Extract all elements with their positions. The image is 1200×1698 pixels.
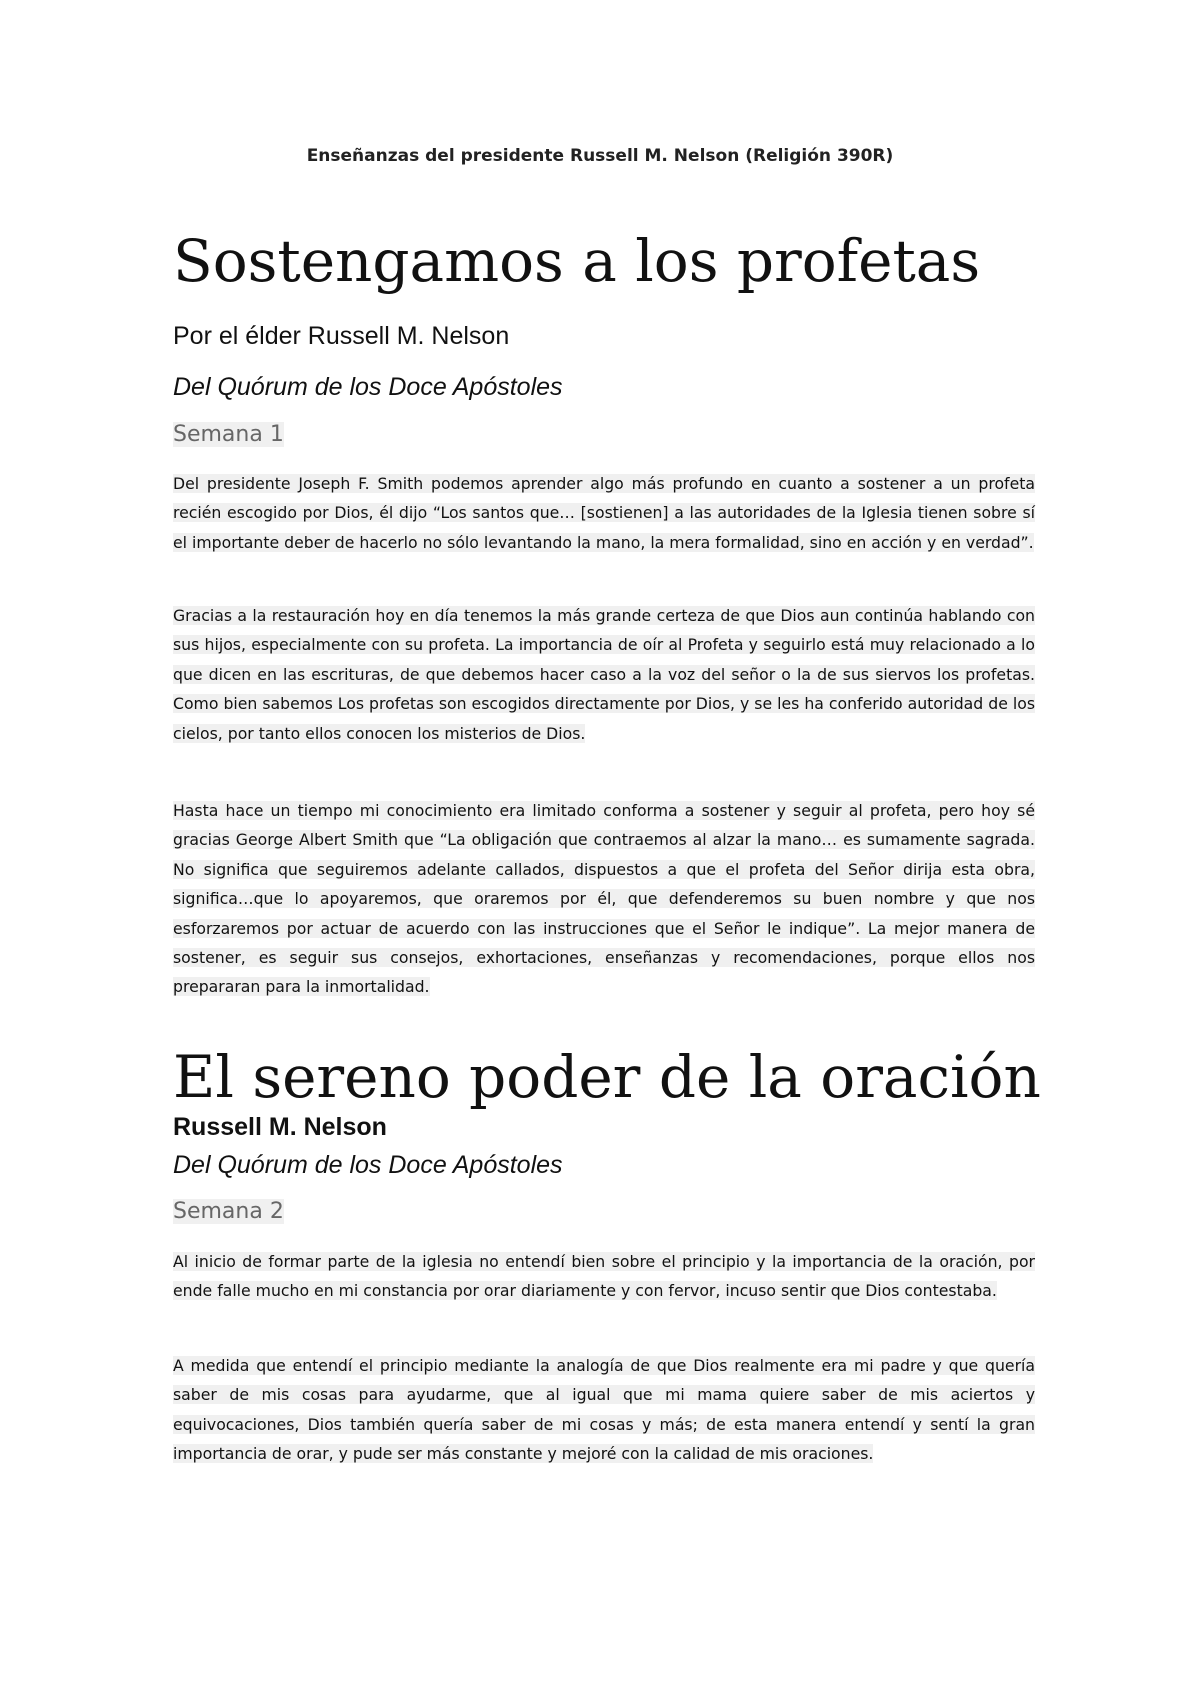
section2-byline: Russell M. Nelson [173,1113,387,1141]
section2-paragraph-1-block [173,1247,1035,1306]
section2-title-block [173,1043,1041,1111]
section1-paragraph-1 [173,469,1035,557]
section1-paragraph-1-block [173,469,1035,557]
section1-org: Del Quórum de los Doce Apóstoles [173,373,563,401]
section1-byline: Por el élder Russell M. Nelson [173,322,510,350]
section1-week [173,422,1035,447]
section2-week [173,1199,1035,1224]
section1-byline-block [173,322,1035,351]
section2-week-block [173,1199,1035,1224]
section2-paragraph-1 [173,1247,1035,1306]
section2-org: Del Quórum de los Doce Apóstoles [173,1151,563,1179]
section1-paragraph-3 [173,796,1035,1002]
section2-paragraph-2 [173,1351,1035,1469]
section1-paragraph-1-text: Del presidente Joseph F. Smith podemos aprender algo más profundo en cuanto a sostener a un profeta recién escogido por Dios, él dijo “Los santos que… [sostienen] a las autoridades de la Iglesia tienen sobre sí el importante deber de hacerlo no sólo levantando la mano, la mera formalidad, sino en acción y en verdad”. [173,474,1035,552]
section2-title: El sereno poder de la oración [173,1043,1041,1111]
document-header: Enseñanzas del presidente Russell M. Nelson (Religión 390R) [306,146,894,166]
section1-paragraph-2-block [173,601,1035,748]
section1-paragraph-3-block [173,796,1035,1002]
section2-paragraph-1-text: Al inicio de formar parte de la iglesia no entendí bien sobre el principio y la importancia de la oración, por ende falle mucho en mi constancia por orar diariamente y con fervor, incuso sentir que Dios contestaba. [173,1252,1035,1301]
section1-paragraph-3-text: Hasta hace un tiempo mi conocimiento era limitado conforma a sostener y seguir al profeta, pero hoy sé gracias George Albert Smith que “La obligación que contraemos al alzar la mano… es sumamente sagrada. No significa que seguiremos adelante callados, dispuestos a que el profeta del Señor dirija esta obra, significa…que lo apoyaremos, que oraremos por él, que defenderemos su buen nombre y que nos esforzaremos por actuar de acuerdo con las instrucciones que el Señor le indique”. La mejor manera de sostener, es seguir sus consejos, exhortaciones, enseñanzas y recomendaciones, porque ellos nos prepararan para la inmortalidad. [173,801,1035,997]
section1-paragraph-2-text: Gracias a la restauración hoy en día tenemos la más grande certeza de que Dios aun continúa hablando con sus hijos, especialmente con su profeta. La importancia de oír al Profeta y seguirlo está muy relacionado a lo que dicen en las escrituras, de que debemos hacer caso a la voz del señor o la de sus siervos los profetas. Como bien sabemos Los profetas son escogidos directamente por Dios, y se les ha conferido autoridad de los cielos, por tanto ellos conocen los misterios de Dios. [173,606,1035,743]
section2-paragraph-2-text: A medida que entendí el principio mediante la analogía de que Dios realmente era mi padre y que quería saber de mis cosas para ayudarme, que al igual que mi mama quiere saber de mis aciertos y equivocaciones, Dios también quería saber de mi cosas y más; de esta manera entendí y sentí la gran importancia de orar, y pude ser más constante y mejoré con la calidad de mis oraciones. [173,1356,1035,1464]
section2-paragraph-2-block [173,1351,1035,1469]
section1-org-block [173,373,1035,402]
section2-week-label: Semana 2 [173,1199,284,1224]
section1-week-block [173,422,1035,447]
section2-byline-block [173,1113,1035,1142]
section1-paragraph-2 [173,601,1035,748]
section2-org-block [173,1151,1035,1180]
section1-title-block [173,227,1035,295]
section1-week-label: Semana 1 [173,422,284,447]
section1-title: Sostengamos a los profetas [173,227,981,295]
